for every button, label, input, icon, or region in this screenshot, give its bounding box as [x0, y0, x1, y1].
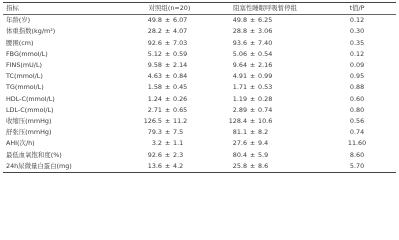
stat-value: 0.30 — [349, 27, 365, 36]
plus-minus: ± — [164, 49, 171, 58]
row-label: FBG(mmol/L) — [6, 49, 48, 58]
osa-sd: 0.28 — [258, 94, 273, 103]
table-row — [3, 49, 396, 60]
plus-minus: ± — [164, 105, 171, 114]
plus-minus: ± — [249, 105, 256, 114]
table-row — [3, 38, 396, 49]
osa-mean: 25.8 — [232, 161, 248, 170]
osa-mean: 2.89 — [232, 105, 248, 114]
table-header-row — [3, 3, 396, 15]
stat-value: 0.95 — [349, 72, 365, 81]
control-sd: 4.2 — [173, 161, 184, 170]
osa-sd: 0.54 — [258, 49, 273, 58]
stat-value: 11.60 — [347, 139, 367, 148]
control-mean: 1.58 — [147, 83, 162, 92]
stat-value: 0.12 — [349, 49, 365, 58]
stat-value: 0.80 — [349, 105, 365, 114]
stat-value: 8.60 — [349, 150, 365, 159]
plus-minus: ± — [249, 161, 256, 170]
row-label: 年龄(岁) — [6, 16, 31, 25]
row-label: TC(mmol/L) — [6, 72, 43, 81]
stat-value: 5.70 — [349, 161, 365, 170]
control-sd: 0.45 — [173, 83, 188, 92]
stat-value: 0.60 — [349, 94, 365, 103]
plus-minus: ± — [249, 72, 256, 81]
plus-minus: ± — [164, 72, 171, 81]
table-row — [3, 82, 396, 93]
plus-minus: ± — [164, 150, 171, 159]
plus-minus: ± — [249, 61, 256, 70]
control-mean: 92.6 — [147, 150, 162, 159]
row-label: TG(mmol/L) — [6, 83, 44, 92]
osa-sd: 8.6 — [258, 161, 269, 170]
control-mean: 13.6 — [147, 161, 162, 170]
plus-minus: ± — [164, 128, 171, 137]
osa-mean: 28.8 — [232, 27, 248, 36]
control-sd: 0.84 — [173, 72, 188, 81]
stat-value: 0.88 — [349, 83, 365, 92]
control-mean: 1.24 — [147, 94, 162, 103]
stat-value: 0.35 — [349, 38, 365, 47]
plus-minus: ± — [164, 94, 171, 103]
header-group-2: 阻塞性睡眠呼吸暂停组 — [233, 4, 297, 12]
table-row — [3, 150, 396, 161]
control-sd: 4.07 — [173, 27, 188, 36]
osa-sd: 6.25 — [258, 16, 273, 25]
control-sd: 1.1 — [173, 139, 184, 148]
table-row — [3, 138, 396, 149]
osa-mean: 1.19 — [232, 94, 248, 103]
header-indicator: 指标 — [6, 4, 19, 12]
plus-minus: ± — [249, 27, 256, 36]
control-sd: 0.26 — [173, 94, 188, 103]
osa-sd: 2.16 — [258, 61, 273, 70]
table-row — [3, 60, 396, 71]
plus-minus: ± — [164, 16, 171, 25]
osa-sd: 5.9 — [258, 150, 269, 159]
osa-mean: 9.64 — [232, 61, 248, 70]
control-sd: 7.5 — [173, 128, 184, 137]
row-label: 舒张压(mmHg) — [6, 128, 52, 137]
osa-sd: 0.53 — [258, 83, 273, 92]
header-group-1: 对照组(n=20) — [148, 4, 191, 12]
control-mean: 79.3 — [147, 128, 162, 137]
table-row — [3, 127, 396, 138]
osa-sd: 0.74 — [258, 105, 273, 114]
table-row — [3, 105, 396, 116]
control-mean: 5.12 — [147, 49, 162, 58]
table-row — [3, 94, 396, 105]
plus-minus: ± — [249, 49, 256, 58]
plus-minus: ± — [164, 161, 171, 170]
row-label: AHI(次/h) — [6, 139, 35, 148]
osa-mean: 4.91 — [232, 72, 248, 81]
table-row — [3, 161, 396, 173]
control-sd: 7.03 — [173, 38, 188, 47]
osa-mean: 27.6 — [232, 139, 248, 148]
osa-sd: 3.06 — [258, 27, 273, 36]
row-label: HDL-C(mmol/L) — [6, 94, 55, 103]
data-table — [3, 2, 396, 173]
osa-sd: 10.6 — [258, 117, 273, 126]
table-row — [3, 15, 396, 27]
osa-sd: 9.4 — [258, 139, 269, 148]
row-label: 24h尿微量白蛋白(mg) — [6, 161, 72, 170]
osa-sd: 0.99 — [258, 72, 273, 81]
table-row — [3, 71, 396, 82]
plus-minus: ± — [164, 38, 171, 47]
control-sd: 2.3 — [173, 150, 184, 159]
header-stat: t值/P — [349, 4, 365, 12]
row-label: 腰围(cm) — [6, 38, 34, 47]
table-row — [3, 26, 396, 37]
stat-value: 0.74 — [349, 128, 365, 137]
table-row — [3, 116, 396, 127]
osa-mean: 49.8 — [232, 16, 248, 25]
control-sd: 2.14 — [173, 61, 188, 70]
row-label: 最低血氧饱和度(%) — [6, 150, 62, 159]
plus-minus: ± — [164, 117, 171, 126]
row-label: LDL-C(mmol/L) — [6, 105, 54, 114]
plus-minus: ± — [249, 117, 256, 126]
row-label: 收缩压(mmHg) — [6, 117, 52, 126]
osa-mean: 5.06 — [232, 49, 248, 58]
control-mean: 4.63 — [147, 72, 162, 81]
control-mean: 3.2 — [151, 139, 162, 148]
control-mean: 9.58 — [147, 61, 162, 70]
plus-minus: ± — [249, 139, 256, 148]
plus-minus: ± — [164, 27, 171, 36]
stat-value: 0.12 — [349, 16, 365, 25]
plus-minus: ± — [164, 139, 171, 148]
osa-mean: 81.1 — [232, 128, 248, 137]
control-mean: 126.5 — [143, 117, 162, 126]
control-sd: 0.65 — [173, 105, 188, 114]
stat-value: 0.09 — [349, 61, 365, 70]
row-label: FINS(mU/L) — [6, 61, 43, 70]
plus-minus: ± — [164, 61, 171, 70]
control-mean: 92.6 — [147, 38, 162, 47]
control-sd: 0.59 — [173, 49, 188, 58]
table-body — [3, 15, 396, 173]
plus-minus: ± — [249, 94, 256, 103]
plus-minus: ± — [249, 38, 256, 47]
osa-sd: 7.40 — [258, 38, 273, 47]
control-sd: 6.07 — [173, 16, 188, 25]
control-mean: 28.2 — [147, 27, 162, 36]
osa-mean: 93.6 — [232, 38, 248, 47]
control-sd: 11.2 — [173, 117, 188, 126]
plus-minus: ± — [249, 128, 256, 137]
control-mean: 49.8 — [147, 16, 162, 25]
control-mean: 2.71 — [147, 105, 162, 114]
osa-mean: 128.4 — [228, 117, 248, 126]
plus-minus: ± — [249, 150, 256, 159]
osa-mean: 80.4 — [232, 150, 248, 159]
osa-mean: 1.71 — [232, 83, 248, 92]
plus-minus: ± — [249, 83, 256, 92]
osa-sd: 8.2 — [258, 128, 269, 137]
row-label: 体重指数(kg/m²) — [6, 27, 56, 36]
plus-minus: ± — [249, 16, 256, 25]
plus-minus: ± — [164, 83, 171, 92]
stat-value: 0.56 — [349, 117, 365, 126]
